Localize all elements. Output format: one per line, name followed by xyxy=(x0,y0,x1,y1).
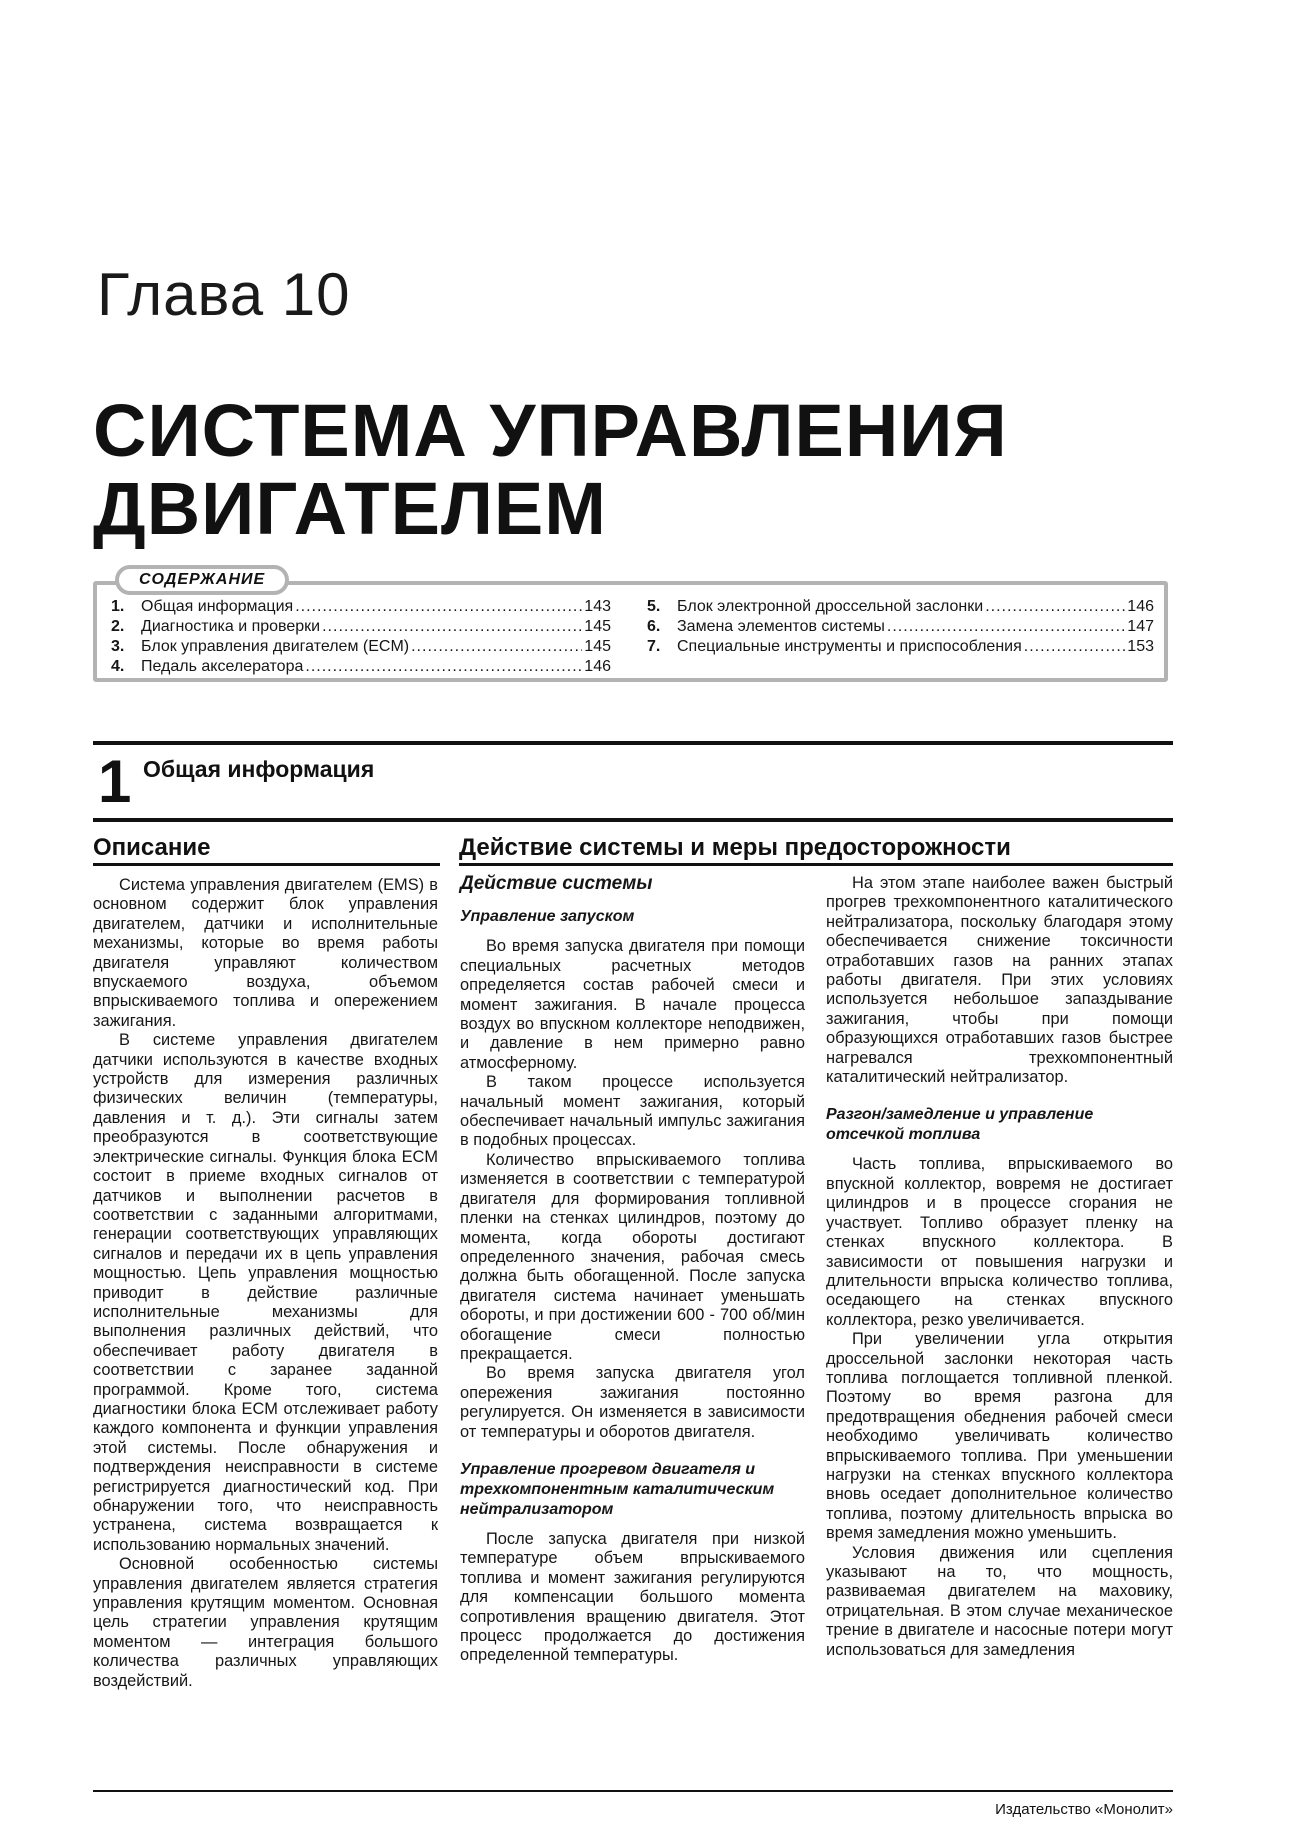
column-system-operation xyxy=(460,874,805,1666)
toc-label: СОДЕРЖАНИЕ xyxy=(115,565,289,595)
paragraph: В системе управления двигателем датчики используются в качестве входных устройств для измерения различных физических величин (температуры, давления и т. д.). Эти сигналы затем преобразуются в соответствующие электрические сигналы. Функция блока ECM состоит в приеме входных сигналов от датчиков и выполнении расчетов в соответствии с заданными алгоритмами, генерации соответствующих управляющих сигналов и передачи их в цепь управления мощностью. Цепь управления мощностью приводит в действие различные исполнительные механизмы для выполнения различных действий, что обеспечивает работу двигателя в соответствии с заранее заданной программой. Кроме того, система диагностики блока ECM отслеживает работу каждого компонента и функции управления этой системы. После обнаружения и подтверждения неисправности в системе регистрируется диагностический код. При обнаружении того, что неисправность устранена, система возвращается к использованию нормальных значений. xyxy=(93,1031,438,1554)
section-number: 1 xyxy=(98,748,132,815)
toc-item[interactable]: 5. Блок электронной дроссельной заслонки ..... 146 xyxy=(647,597,1154,617)
paragraph: Основной особенностью системы управления двигателем является стратегия управления крутящим моментом. Основная цель стратегии управления крутящим моментом — интеграция большого количества различных управляющих воздействий. xyxy=(93,1555,438,1690)
section-title: Общая информация xyxy=(143,756,375,782)
toc-item[interactable]: 2. Диагностика и проверки ..... 145 xyxy=(111,617,611,637)
toc-right-column xyxy=(647,597,1154,657)
paragraph: На этом этапе наиболее важен быстрый прогрев трехкомпонентного каталитического нейтрализатора, поскольку благодаря этому обеспечивается снижение токсичности отработавших газов на ранних этапах работы двигателя. При этих условиях используется небольшое запаздывание зажигания, чтобы при помощи образующихся отработавших газов быстрее нагревался трехкомпонентный каталитический нейтрализатор. xyxy=(826,874,1173,1087)
toc-leader xyxy=(322,617,582,637)
toc-item[interactable]: 3. Блок управления двигателем (ECM) ..... 145 xyxy=(111,637,611,657)
paragraph: При увеличении угла открытия дроссельной заслонки некоторая часть топлива поглощается топливной пленкой. Поэтому во время разгона для предотвращения обеднения рабочей смеси необходимо увеличивать количество впрыскиваемого топлива. При уменьшении нагрузки на стенках впускного коллектора вновь оседает дополнительное количество топлива, поэтому длительность впрыска во время замедления можно уменьшить. xyxy=(826,1330,1173,1543)
chapter-title-line-1: СИСТЕМА УПРАВЛЕНИЯ xyxy=(93,389,1008,472)
subheading-start-control: Управление запуском xyxy=(460,908,635,926)
paragraph: В таком процессе используется начальный момент зажигания, который обеспечивает начальный импульс зажигания в подобных процессах. xyxy=(460,1073,805,1150)
paragraph: После запуска двигателя при низкой температуре объем впрыскиваемого топлива и момент зажигания регулируются для компенсации большого момента сопротивления вращению двигателя. Этот процесс продолжается до достижения определенной температуры. xyxy=(460,1529,805,1665)
paragraph: Условия движения или сцепления указывают на то, что мощность, развиваемая двигателем на маховику, отрицательная. В этом случае механическое трение в двигателе и насосные потери могут использоваться для замедления xyxy=(826,1543,1173,1659)
toc-leader xyxy=(305,657,582,677)
footer-rule xyxy=(93,1790,1173,1792)
subheading-warmup-control: Управление прогревом двигателя и трехкомпонентным каталитическим нейтрализатором xyxy=(460,1460,775,1518)
toc-item[interactable]: 7. Специальные инструменты и приспособления ..... 153 xyxy=(647,637,1154,657)
paragraph: Система управления двигателем (EMS) в основном содержит блок управления двигателем, датчики и исполнительные механизмы, которые во время работы двигателя управляют количеством впускаемого воздуха, объемом впрыскиваемого топлива и опережением зажигания. xyxy=(93,876,438,1030)
subheading-system-operation: Действие системы xyxy=(460,873,653,894)
section-bottom-rule xyxy=(93,818,1173,822)
toc-leader xyxy=(887,617,1125,637)
toc-item[interactable]: 1. Общая информация ..... 143 xyxy=(111,597,611,617)
paragraph: Во время запуска двигателя угол опережения зажигания постоянно регулируется. Он изменяется в зависимости от температуры и оборотов двигателя. xyxy=(460,1364,805,1441)
toc-leader xyxy=(411,637,582,657)
paragraph: Во время запуска двигателя при помощи специальных расчетных методов определяется состав рабочей смеси и момент зажигания. В начале процесса воздух во впускном коллекторе неподвижен, и давление в нем примерно равно атмосферному. xyxy=(460,937,805,1072)
chapter-title-line-2: ДВИГАТЕЛЕМ xyxy=(93,467,607,550)
publisher-footer: Издательство «Монолит» xyxy=(995,1801,1173,1818)
toc-leader xyxy=(985,597,1125,617)
toc-left-column xyxy=(111,597,611,677)
chapter-title xyxy=(93,389,1193,550)
toc-item[interactable]: 6. Замена элементов системы ..... 147 xyxy=(647,617,1154,637)
toc-item[interactable]: 4. Педаль акселератора ..... 146 xyxy=(111,657,611,677)
toc-leader xyxy=(1024,637,1126,657)
system-operation-heading-rule xyxy=(459,863,1173,866)
paragraph: Часть топлива, впрыскиваемого во впускной коллектор, вовремя не достигает цилиндров и в процессе сгорания не участвует. Топливо образует пленку на стенках впускного коллектора. В зависимости от повышения нагрузки и длительности впрыска количество топлива, оседающего на стенках впускного коллектора, резко увеличивается. xyxy=(826,1155,1173,1329)
description-heading: Описание xyxy=(93,834,211,861)
toc-leader xyxy=(295,597,582,617)
table-of-contents xyxy=(93,571,1168,682)
section-top-rule xyxy=(93,741,1173,745)
paragraph: Количество впрыскиваемого топлива изменяется в соответствии с температурой двигателя для формирования топливной пленки на стенках цилиндров, поэтому до момента, когда обороты достигают определенного значения, рабочая смесь должна быть обогащенной. После запуска двигателя система начинает уменьшать обороты, и при достижении 600 - 700 об/мин обогащение смеси полностью прекращается. xyxy=(460,1150,805,1363)
column-continued xyxy=(826,874,1173,1660)
subheading-acceleration-fuel-cut: Разгон/замедление и управление отсечкой топлива xyxy=(826,1106,1094,1144)
description-heading-rule xyxy=(93,863,440,866)
system-operation-heading: Действие системы и меры предосторожности xyxy=(459,834,1011,861)
chapter-label: Глава 10 xyxy=(97,261,351,328)
column-description xyxy=(93,876,438,1691)
